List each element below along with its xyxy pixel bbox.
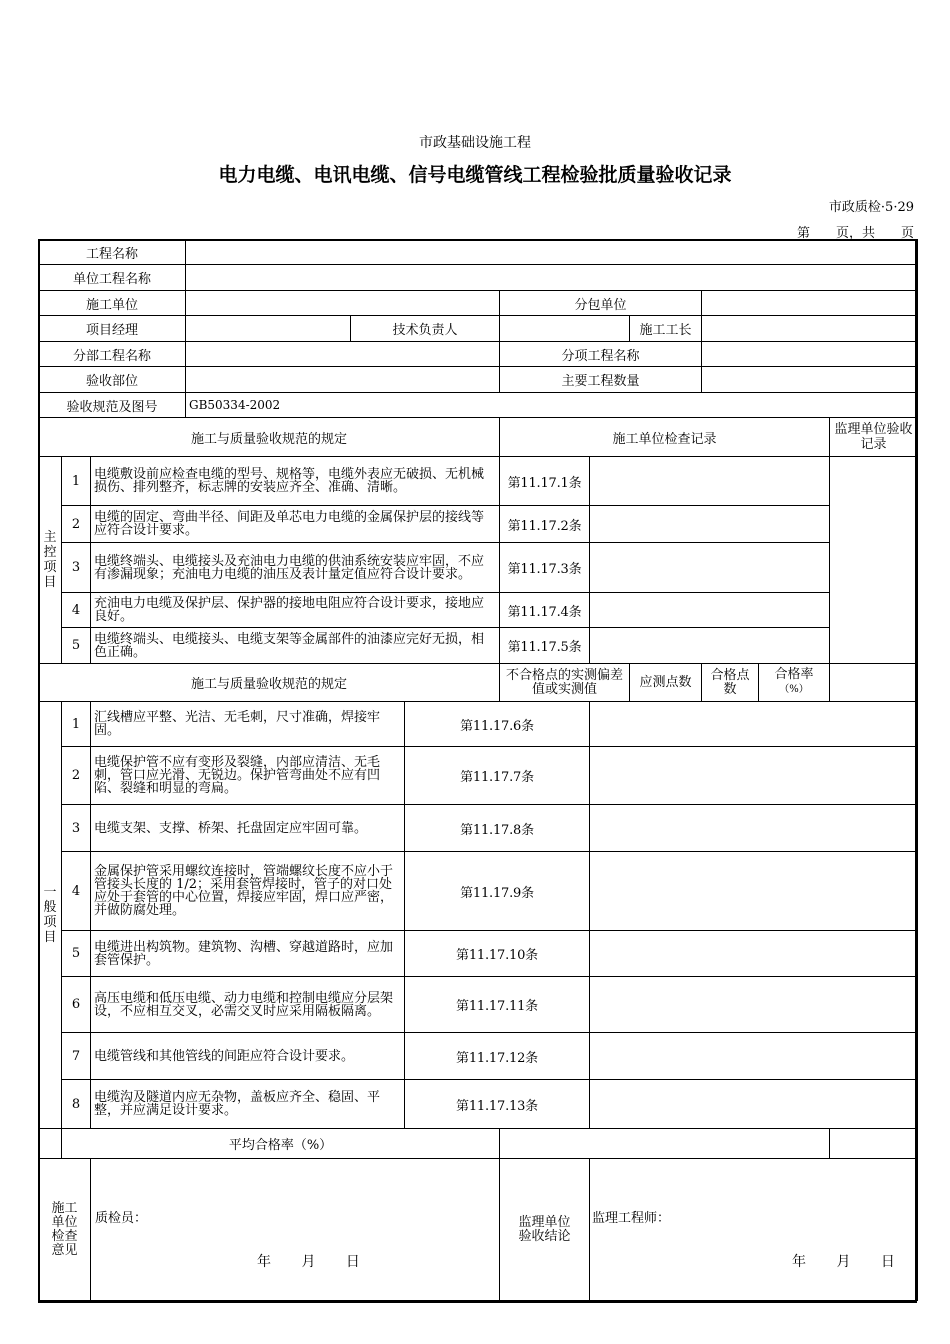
general-item-record[interactable] — [590, 747, 918, 805]
general-item-no: 8 — [62, 1080, 91, 1129]
general-item-text: 电缆支架、支撑、桥架、托盘固定应牢固可靠。 — [91, 805, 405, 852]
main-quantity-value[interactable] — [702, 367, 918, 393]
main-item-row — [39, 543, 918, 593]
spec-value[interactable]: GB50334-2002 — [186, 393, 918, 418]
construction-unit-value[interactable] — [186, 291, 500, 316]
main-item-row — [39, 628, 918, 664]
general-item-record[interactable] — [590, 852, 918, 931]
main-item-row — [39, 593, 918, 628]
general-item-no: 4 — [62, 852, 91, 931]
supervisor-date: 年 月 日 — [792, 1254, 895, 1270]
general-item-text: 电缆沟及隧道内应无杂物，盖板应齐全、稳固、平整，并应满足设计要求。 — [91, 1080, 405, 1129]
item-project-value[interactable] — [702, 342, 918, 367]
general-item-text: 电缆进出构筑物。建筑物、沟槽、穿越道路时，应加套管保护。 — [91, 931, 405, 977]
main-record-header: 施工单位检查记录 — [500, 418, 830, 457]
main-item-text: 电缆终端头、电缆接头、电缆支架等金属部件的油漆应完好无损，相色正确。 — [91, 628, 500, 664]
main-item-record[interactable] — [590, 506, 830, 543]
construction-date: 年 月 日 — [257, 1254, 360, 1270]
general-item-record[interactable] — [590, 1033, 918, 1080]
main-item-no: 1 — [62, 457, 91, 506]
general-deviation-header: 不合格点的实测偏差值或实测值 — [500, 664, 630, 702]
general-item-row — [39, 1033, 918, 1080]
general-item-text: 电缆管线和其他管线的间距应符合设计要求。 — [91, 1033, 405, 1080]
general-item-text: 汇线槽应平整、光洁、无毛刺，尺寸准确，焊接牢固。 — [91, 702, 405, 747]
main-item-clause: 第11.17.2条 — [500, 506, 590, 543]
row-spec — [39, 393, 918, 418]
general-item-clause: 第11.17.12条 — [405, 1033, 590, 1080]
foreman-value[interactable] — [702, 316, 918, 342]
construction-opinion-box[interactable] — [91, 1159, 500, 1301]
general-item-clause: 第11.17.8条 — [405, 805, 590, 852]
subcontract-unit-label: 分包单位 — [500, 291, 702, 316]
row-main-control-header — [39, 418, 918, 457]
general-item-clause: 第11.17.9条 — [405, 852, 590, 931]
inspection-form-table — [38, 239, 918, 1301]
acceptance-part-label: 验收部位 — [39, 367, 186, 393]
document-code: 市政质检·5·29 — [828, 200, 914, 215]
header-subtitle: 市政基础设施工程 — [419, 135, 531, 151]
tech-lead-label: 技术负责人 — [351, 316, 500, 342]
general-pass-points-header: 合格点数 — [702, 664, 759, 702]
main-control-label: 主控项目 — [39, 457, 62, 664]
general-header-blank — [830, 664, 918, 702]
general-rate-header-line1: 合格率 — [774, 667, 814, 682]
main-item-text: 电缆的固定、弯曲半径、间距及单芯电力电缆的金属保护层的接线等应符合设计要求。 — [91, 506, 500, 543]
main-quantity-label: 主要工程数量 — [500, 367, 702, 393]
main-rule-header: 施工与质量验收规范的规定 — [39, 418, 500, 457]
average-rate-left-blank — [39, 1129, 62, 1159]
main-item-no: 4 — [62, 593, 91, 628]
average-rate-value[interactable] — [500, 1129, 830, 1159]
general-item-record[interactable] — [590, 1080, 918, 1129]
general-item-no: 7 — [62, 1033, 91, 1080]
general-item-no: 5 — [62, 931, 91, 977]
main-supervisor-record[interactable] — [830, 457, 918, 664]
general-item-no: 3 — [62, 805, 91, 852]
main-item-record[interactable] — [590, 457, 830, 506]
general-item-row — [39, 1080, 918, 1129]
main-item-no: 2 — [62, 506, 91, 543]
main-item-row — [39, 457, 918, 506]
general-item-record[interactable] — [590, 931, 918, 977]
project-name-label: 工程名称 — [39, 240, 186, 265]
project-manager-value[interactable] — [186, 316, 351, 342]
main-item-text: 电缆终端头、电缆接头及充油电力电缆的供油系统安装应牢固，不应有渗漏现象；充油电力电缆的油压及表计量定值应符合设计要求。 — [91, 543, 500, 593]
general-item-no: 6 — [62, 977, 91, 1033]
main-item-clause: 第11.17.4条 — [500, 593, 590, 628]
main-item-clause: 第11.17.1条 — [500, 457, 590, 506]
main-supervisor-header: 监理单位验收记录 — [830, 418, 918, 457]
main-item-no: 3 — [62, 543, 91, 593]
unit-project-value[interactable] — [186, 265, 918, 291]
average-rate-label: 平均合格率（%） — [62, 1129, 500, 1159]
main-item-record[interactable] — [590, 593, 830, 628]
construction-unit-label: 施工单位 — [39, 291, 186, 316]
general-rate-header — [759, 664, 830, 702]
main-item-row — [39, 506, 918, 543]
general-item-record[interactable] — [590, 805, 918, 852]
main-item-record[interactable] — [590, 628, 830, 664]
page-title: 电力电缆、电讯电缆、信号电缆管线工程检验批质量验收记录 — [218, 164, 732, 186]
project-manager-label: 项目经理 — [39, 316, 186, 342]
spec-label: 验收规范及图号 — [39, 393, 186, 418]
general-item-text: 金属保护管采用螺纹连接时，管端螺纹长度不应小于管接头长度的 1/2；采用套管焊接时，管子的对口处应处于套管的中心位置，焊接应牢固，焊口应严密，并做防腐处理。 — [91, 852, 405, 931]
acceptance-part-value[interactable] — [186, 367, 500, 393]
general-item-record[interactable] — [590, 702, 918, 747]
average-rate-right-blank — [830, 1129, 918, 1159]
main-item-text: 充油电力电缆及保护层、保护器的接地电阻应符合设计要求，接地应良好。 — [91, 593, 500, 628]
general-item-row — [39, 702, 918, 747]
general-rule-header: 施工与质量验收规范的规定 — [39, 664, 500, 702]
general-item-text: 电缆保护管不应有变形及裂缝，内部应清洁、无毛刺，管口应光滑、无锐边。保护管弯曲处不应有凹陷、裂缝和明显的弯扁。 — [91, 747, 405, 805]
main-item-record[interactable] — [590, 543, 830, 593]
supervisor-conclusion-box[interactable] — [590, 1159, 918, 1301]
row-sub-project — [39, 342, 918, 367]
general-item-row — [39, 852, 918, 931]
subcontract-unit-value[interactable] — [702, 291, 918, 316]
construction-opinion-label: 施工单位检查意见 — [39, 1159, 91, 1301]
engineer-label: 监理工程师： — [592, 1211, 671, 1226]
general-points-header: 应测点数 — [630, 664, 702, 702]
general-item-clause: 第11.17.10条 — [405, 931, 590, 977]
tech-lead-value[interactable] — [500, 316, 630, 342]
general-item-row — [39, 931, 918, 977]
general-item-clause: 第11.17.13条 — [405, 1080, 590, 1129]
foreman-label: 施工工长 — [630, 316, 702, 342]
page-number-line: 第 页，共 页 — [796, 226, 914, 241]
general-item-no: 2 — [62, 747, 91, 805]
row-construction-unit — [39, 291, 918, 316]
inspector-label: 质检员： — [95, 1211, 148, 1226]
row-unit-project — [39, 265, 918, 291]
main-item-clause: 第11.17.3条 — [500, 543, 590, 593]
row-average-rate — [39, 1129, 918, 1159]
general-item-record[interactable] — [590, 977, 918, 1033]
general-item-no: 1 — [62, 702, 91, 747]
general-item-clause: 第11.17.6条 — [405, 702, 590, 747]
sub-project-label: 分部工程名称 — [39, 342, 186, 367]
main-item-no: 5 — [62, 628, 91, 664]
general-rate-header-line2: （%） — [779, 684, 809, 695]
general-item-row — [39, 747, 918, 805]
main-item-clause: 第11.17.5条 — [500, 628, 590, 664]
supervisor-conclusion-label: 监理单位验收结论 — [500, 1159, 590, 1301]
general-item-clause: 第11.17.11条 — [405, 977, 590, 1033]
row-project-name — [39, 240, 918, 265]
row-general-header — [39, 664, 918, 702]
sub-project-value[interactable] — [186, 342, 500, 367]
general-label: 一般项目 — [39, 702, 62, 1129]
general-item-text: 高压电缆和低压电缆、动力电缆和控制电缆应分层架设，不应相互交叉，必需交叉时应采用隔板隔离。 — [91, 977, 405, 1033]
general-item-row — [39, 977, 918, 1033]
row-acceptance-part — [39, 367, 918, 393]
general-item-row — [39, 805, 918, 852]
row-signoff — [39, 1159, 918, 1301]
row-project-manager — [39, 316, 918, 342]
project-name-value[interactable] — [186, 240, 918, 265]
main-item-text: 电缆敷设前应检查电缆的型号、规格等，电缆外表应无破损、无机械损伤、排列整齐，标志牌的安装应齐全、准确、清晰。 — [91, 457, 500, 506]
general-item-clause: 第11.17.7条 — [405, 747, 590, 805]
item-project-label: 分项工程名称 — [500, 342, 702, 367]
unit-project-label: 单位工程名称 — [39, 265, 186, 291]
